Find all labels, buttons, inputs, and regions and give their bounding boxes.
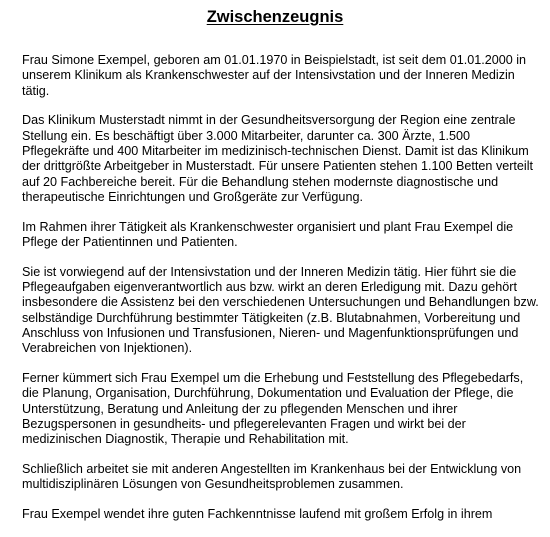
text-line: Pflegeaufgaben eigenverantwortlich aus bzw. wirkt an deren Erledigung mit. Dazu gehört xyxy=(22,280,517,295)
text-line: tätig. xyxy=(22,83,50,98)
paragraph-role xyxy=(22,220,550,251)
text-line: Frau Exempel wendet ihre guten Fachkenntnisse laufend mit großem Erfolg in ihrem xyxy=(22,507,493,522)
text-line: Pflege der Patientinnen und Patienten. xyxy=(22,234,238,249)
text-line: Im Rahmen ihrer Tätigkeit als Krankenschwester organisiert und plant Frau Exempel die xyxy=(22,219,514,234)
paragraph-care-process xyxy=(22,371,550,447)
text-line: medizinischen Diagnostik, Therapie und Rehabilitation mit. xyxy=(22,432,349,447)
text-line: Frau Simone Exempel, geboren am 01.01.1970 in Beispielstadt, ist seit dem 01.01.2000 in xyxy=(22,53,527,67)
text-line: Verabreichen von Injektionen). xyxy=(22,341,193,356)
text-line: selbständige Durchführung bestimmter Tätigkeiten (z.B. Blutabnahmen, Vorbereitung und xyxy=(22,310,521,325)
document-body xyxy=(22,53,550,537)
paragraph-intro xyxy=(22,53,550,99)
text-line: Anschluss von Infusionen und Transfusionen, Nieren- und Magenfunktionsprüfungen und xyxy=(22,325,519,340)
paragraph-collaboration xyxy=(22,462,550,493)
text-line: Schließlich arbeitet sie mit anderen Angestellten im Krankenhaus bei der Entwicklung von xyxy=(22,462,522,477)
text-line: Unterstützung, Beratung und Anleitung der zu pflegenden Menschen und ihrer xyxy=(22,401,458,416)
paragraph-expertise xyxy=(22,507,550,522)
text-line: Stellung ein. Es beschäftigt über 3.000 Mitarbeiter, darunter ca. 300 Ärzte, 1.500 xyxy=(22,128,471,143)
text-line: Pflegekräfte und 400 Mitarbeiter im medizinisch-technischen Dienst. Damit ist das Klinikum xyxy=(22,143,529,158)
text-line: auf 20 Fachbereiche bereit. Für die Behandlung stehen modernste diagnostische und xyxy=(22,174,499,189)
paragraph-employer-description xyxy=(22,113,550,205)
text-line: multidisziplinären Lösungen von Gesundheitsproblemen zusammen. xyxy=(22,477,404,492)
text-line: insbesondere die Assistenz bei den verschiedenen Untersuchungen und Behandlungen bzw. xyxy=(22,295,539,310)
text-line: therapeutische Einrichtungen und Großgeräte zur Verfügung. xyxy=(22,189,363,204)
text-line: unserem Klinikum als Krankenschwester auf der Intensivstation und der Inneren Medizin xyxy=(22,68,515,83)
text-line: Ferner kümmert sich Frau Exempel um die Erhebung und Feststellung des Pflegebedarfs, xyxy=(22,371,524,386)
text-line: die Planung, Organisation, Durchführung, Dokumentation und Evaluation der Pflege, die xyxy=(22,386,514,401)
text-line: Das Klinikum Musterstadt nimmt in der Gesundheitsversorgung der Region eine zentrale xyxy=(22,113,516,128)
paragraph-duties xyxy=(22,265,550,357)
text-line: der drittgrößte Arbeitgeber in Musterstadt. Für unsere Patienten stehen 1.100 Betten verteilt xyxy=(22,159,534,174)
document-title: Zwischenzeugnis xyxy=(206,8,344,26)
text-line: Bezugspersonen in gesundheits- und pflegerelevanten Fragen und wirkt bei der xyxy=(22,416,466,431)
text-line: Sie ist vorwiegend auf der Intensivstation und der Inneren Medizin tätig. Hier führt sie die xyxy=(22,264,517,279)
